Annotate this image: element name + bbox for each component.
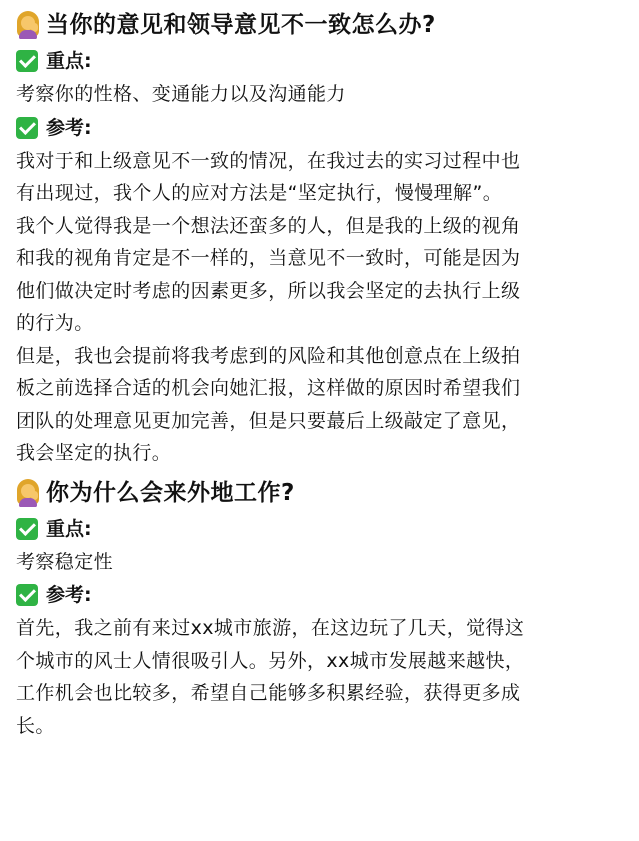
- question-2-reference-heading: [16, 578, 625, 612]
- answer-line: 团队的处理意见更加完善，但是只要蕞后上级敲定了意见，: [16, 409, 521, 432]
- question-1-focus-label: 重点:: [46, 50, 92, 72]
- question-2-focus-heading: [16, 512, 625, 546]
- question-1-reference-label: 参考:: [46, 116, 92, 139]
- question-1-focus-heading: [16, 44, 625, 78]
- question-2-focus-text: 考察稳定性: [16, 550, 114, 573]
- answer-line: 我会坚定的执行。: [16, 442, 172, 464]
- answer-line: 我对于和上级意见不一致的情况，在我过去的实习过程中也: [16, 149, 521, 172]
- answer-line: 我个人觉得我是一个想法还蛮多的人，但是我的上级的视角: [16, 214, 521, 237]
- question-1-reference-heading: [16, 111, 625, 145]
- question-2-title-text: 你为什么会来外地工作?: [46, 479, 295, 506]
- check-mark-icon: [16, 117, 38, 139]
- answer-line: 他们做决定时考虑的因素更多，所以我会坚定的去执行上级: [16, 279, 521, 302]
- woman-tipping-hand-icon: [16, 11, 40, 39]
- question-2-answer: [16, 612, 625, 742]
- question-1-title-text: 当你的意见和领导意见不一致怎么办?: [46, 12, 436, 38]
- answer-line: 个城市的风士人情很吸引人。另外，xx城市发展越来越快，: [16, 649, 525, 672]
- woman-tipping-hand-icon: [16, 479, 40, 507]
- answer-line: 和我的视角肯定是不一样的，当意见不一致时，可能是因为: [16, 247, 521, 269]
- answer-line: 的行为。: [16, 312, 94, 334]
- check-mark-icon: [16, 50, 38, 72]
- question-1-answer: [16, 145, 625, 470]
- answer-line: 有出现过，我个人的应对方法是“坚定执行，慢慢理解”。: [16, 182, 503, 204]
- answer-line: 但是，我也会提前将我考虑到的风险和其他创意点在上级拍: [16, 344, 521, 367]
- answer-line: 工作机会也比较多，希望自己能够多积累经验，获得更多成: [16, 682, 521, 704]
- check-mark-icon: [16, 518, 38, 540]
- answer-line: 板之前选择合适的机会向她汇报，这样做的原因时希望我们: [16, 377, 521, 399]
- question-2-focus-label: 重点:: [46, 517, 92, 540]
- answer-line: 长。: [16, 714, 55, 737]
- question-1-title: [16, 6, 625, 44]
- question-2-reference-label: 参考:: [46, 584, 92, 606]
- check-mark-icon: [16, 584, 38, 606]
- question-1-focus-text: 考察你的性格、变通能力以及沟通能力: [16, 83, 346, 105]
- question-2-title: [16, 474, 625, 512]
- answer-line: 首先，我之前有来过xx城市旅游，在这边玩了几天，觉得这: [16, 617, 525, 639]
